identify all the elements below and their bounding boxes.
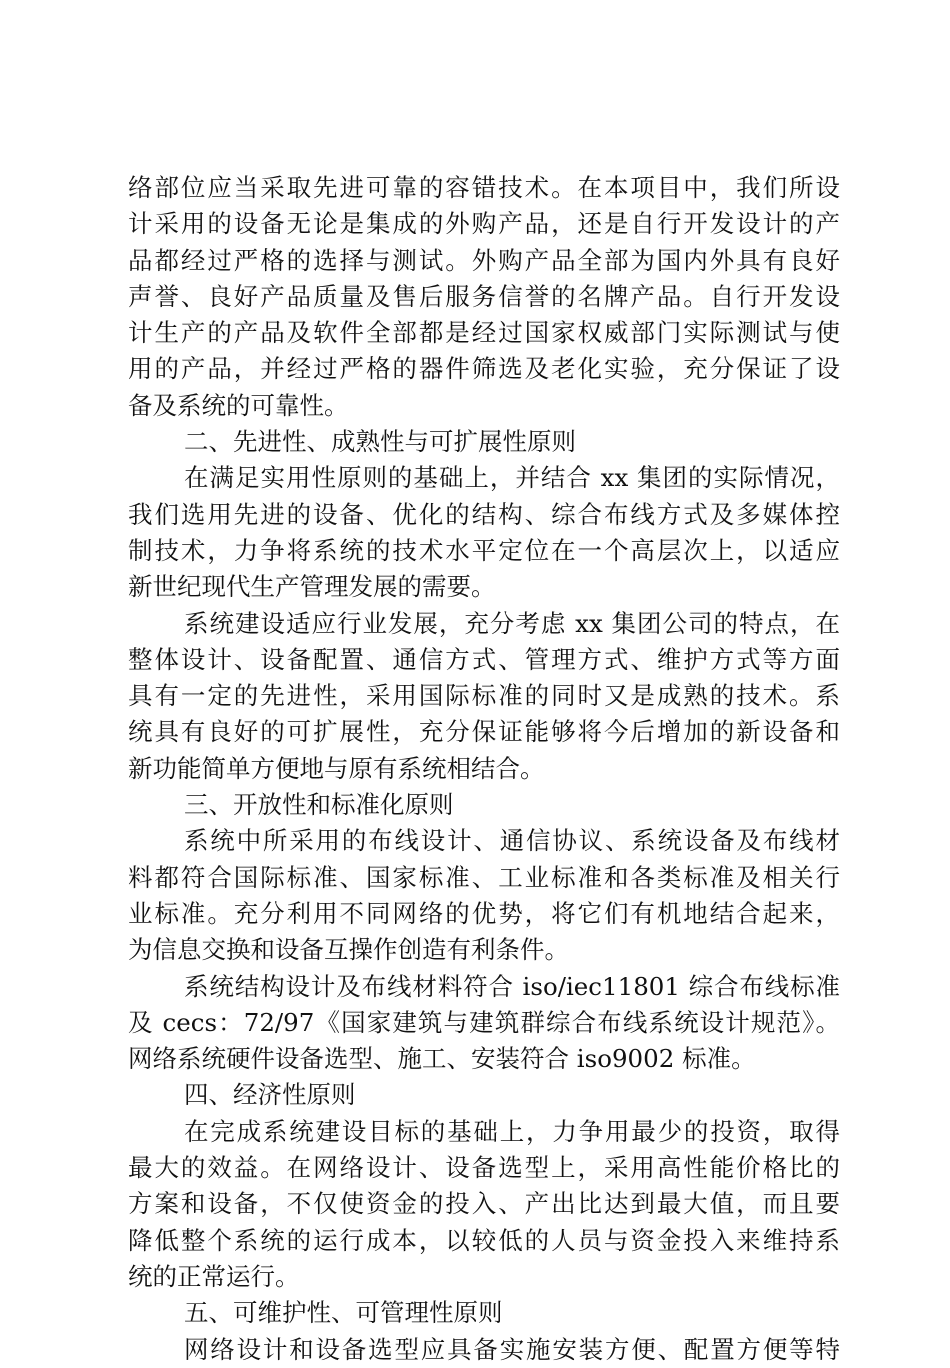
section-heading-3: 三、开放性和标准化原则 [184,790,454,820]
body-line: 为信息交换和设备互操作创造有利条件。 [128,935,569,965]
body-line: 最大的效益。在网络设计、设备选型上，采用高性能价格比的 [128,1153,840,1183]
document-body [128,170,840,1368]
body-line: 新世纪现代生产管理发展的需要。 [128,572,496,602]
body-line: 用的产品，并经过严格的器件筛选及老化实验，充分保证了设 [128,354,840,384]
body-line: 整体设计、设备配置、通信方式、管理方式、维护方式等方面 [128,644,840,674]
body-line: 在完成系统建设目标的基础上，力争用最少的投资，取得 [184,1116,840,1146]
body-line: 新功能简单方便地与原有系统相结合。 [128,753,545,783]
body-line: 系统建设适应行业发展，充分考虑 xx 集团公司的特点，在 [184,608,840,638]
body-line: 业标准。充分利用不同网络的优势，将它们有机地结合起来， [128,898,840,928]
body-line: 品都经过严格的选择与测试。外购产品全部为国内外具有良好 [128,245,840,275]
body-line: 系统结构设计及布线材料符合 iso/iec11801 综合布线标准 [184,971,840,1001]
body-line: 具有一定的先进性，采用国际标准的同时又是成熟的技术。系 [128,681,840,711]
body-line: 统的正常运行。 [128,1261,300,1291]
section-heading-5: 五、可维护性、可管理性原则 [184,1298,503,1328]
body-line: 及 cecs：72/97《国家建筑与建筑群综合布线系统设计规范》。 [128,1007,840,1037]
section-heading-2: 二、先进性、成熟性与可扩展性原则 [184,427,576,457]
body-line: 统具有良好的可扩展性，充分保证能够将今后增加的新设备和 [128,717,840,747]
body-line: 备及系统的可靠性。 [128,390,349,420]
body-line: 计采用的设备无论是集成的外购产品，还是自行开发设计的产 [128,209,840,239]
body-line: 方案和设备，不仅使资金的投入、产出比达到最大值，而且要 [128,1189,840,1219]
body-line: 络部位应当采取先进可靠的容错技术。在本项目中，我们所设 [128,173,840,202]
body-line: 我们选用先进的设备、优化的结构、综合布线方式及多媒体控 [128,499,840,529]
body-line: 网络设计和设备选型应具备实施安装方便、配置方便等特 [184,1334,840,1364]
section-heading-4: 四、经济性原则 [184,1080,356,1110]
body-line: 制技术，力争将系统的技术水平定位在一个高层次上，以适应 [128,535,840,565]
body-line: 降低整个系统的运行成本，以较低的人员与资金投入来维持系 [128,1225,840,1255]
body-line: 计生产的产品及软件全部都是经过国家权威部门实际测试与使 [128,318,840,348]
body-line: 网络系统硬件设备选型、施工、安装符合 iso9002 标准。 [128,1044,756,1074]
body-line: 在满足实用性原则的基础上，并结合 xx 集团的实际情况， [184,463,840,493]
body-line: 声誉、良好产品质量及售后服务信誉的名牌产品。自行开发设 [128,281,840,311]
body-line: 系统中所采用的布线设计、通信协议、系统设备及布线材 [184,826,840,856]
body-line: 料都符合国际标准、国家标准、工业标准和各类标准及相关行 [128,862,840,892]
